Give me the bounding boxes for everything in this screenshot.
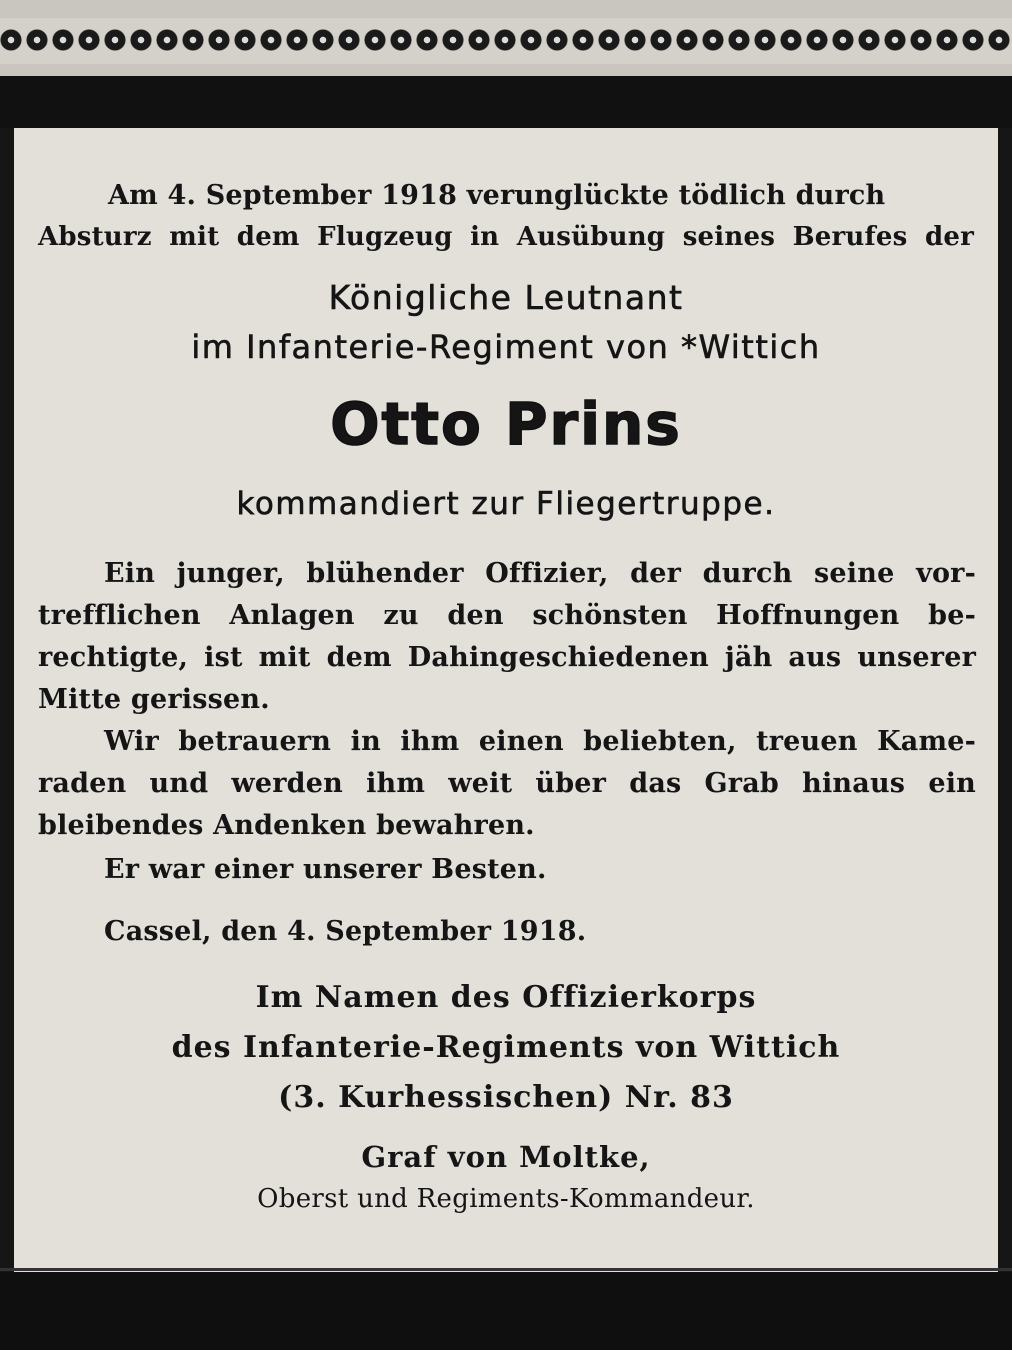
flower-ornament-icon (0, 29, 22, 51)
flower-ornament-icon (312, 29, 334, 51)
mourning-border-bottom (0, 1272, 1012, 1350)
flower-ornament-icon (832, 29, 854, 51)
paragraph2-line3: bleibendes Andenken bewahren. (38, 810, 535, 841)
flower-ornament-icon (416, 29, 438, 51)
signer-name: Graf von Moltke, (361, 1140, 651, 1174)
flower-ornament-icon (884, 29, 906, 51)
flower-ornament-icon (390, 29, 412, 51)
flower-ornament-icon (702, 29, 724, 51)
flower-ornament-icon (364, 29, 386, 51)
paragraph2-line2: raden und werden ihm weit über das Grab hinaus ein (38, 768, 976, 799)
flower-ornament-icon (598, 29, 620, 51)
flower-ornament-border (0, 24, 1012, 56)
mourning-border-right (998, 128, 1012, 1272)
death-notice-paper (14, 128, 998, 1272)
signatory-line-1: Im Namen des Offizierkorps (255, 980, 757, 1015)
flower-ornament-icon (988, 29, 1010, 51)
flower-ornament-icon (676, 29, 698, 51)
flower-ornament-icon (78, 29, 100, 51)
flower-ornament-icon (104, 29, 126, 51)
flower-ornament-icon (650, 29, 672, 51)
paragraph1-line3: rechtigte, ist mit dem Dahingeschiedenen jäh aus unserer (38, 642, 976, 673)
flower-ornament-icon (936, 29, 958, 51)
assignment-line: kommandiert zur Fliegertruppe. (236, 486, 776, 522)
paragraph1-line4: Mitte gerissen. (38, 684, 270, 715)
flower-ornament-icon (910, 29, 932, 51)
flower-ornament-icon (468, 29, 490, 51)
flower-ornament-icon (624, 29, 646, 51)
bottom-rule (0, 1268, 1012, 1271)
flower-ornament-icon (338, 29, 360, 51)
place-date: Cassel, den 4. September 1918. (104, 916, 587, 947)
mourning-border-left (0, 128, 14, 1272)
flower-ornament-icon (26, 29, 48, 51)
signatory-line-3: (3. Kurhessischen) Nr. 83 (278, 1080, 734, 1115)
flower-ornament-icon (442, 29, 464, 51)
flower-ornament-icon (962, 29, 984, 51)
flower-ornament-icon (494, 29, 516, 51)
flower-ornament-icon (572, 29, 594, 51)
flower-ornament-icon (728, 29, 750, 51)
flower-ornament-icon (156, 29, 178, 51)
closing-line: Er war einer unserer Besten. (104, 854, 547, 885)
paragraph2-line1: Wir betrauern in ihm einen beliebten, treuen Kame- (104, 726, 976, 757)
flower-ornament-icon (260, 29, 282, 51)
flower-ornament-icon (806, 29, 828, 51)
deceased-name: Otto Prins (330, 390, 682, 458)
flower-ornament-icon (234, 29, 256, 51)
paragraph1-line2: trefflichen Anlagen zu den schönsten Hoffnungen be- (38, 600, 976, 631)
flower-ornament-icon (858, 29, 880, 51)
flower-ornament-icon (546, 29, 568, 51)
flower-ornament-icon (130, 29, 152, 51)
intro-line-2: Absturz mit dem Flugzeug in Ausübung seines Berufes der (38, 222, 974, 252)
rank-heading: Königliche Leutnant (328, 278, 684, 317)
flower-ornament-icon (52, 29, 74, 51)
paragraph1-line1: Ein junger, blühender Offizier, der durch seine vor- (104, 558, 976, 589)
regiment-heading: im Infanterie-Regiment von *Wittich (191, 328, 821, 366)
signer-title: Oberst und Regiments-Kommandeur. (257, 1184, 755, 1214)
mourning-border-top (0, 76, 1012, 128)
flower-ornament-icon (754, 29, 776, 51)
intro-line-1: Am 4. September 1918 verunglückte tödlich durch (108, 180, 886, 211)
flower-ornament-icon (286, 29, 308, 51)
flower-ornament-icon (182, 29, 204, 51)
flower-ornament-icon (520, 29, 542, 51)
flower-ornament-icon (780, 29, 802, 51)
signatory-line-2: des Infanterie-Regiments von Wittich (171, 1030, 841, 1065)
flower-ornament-icon (208, 29, 230, 51)
